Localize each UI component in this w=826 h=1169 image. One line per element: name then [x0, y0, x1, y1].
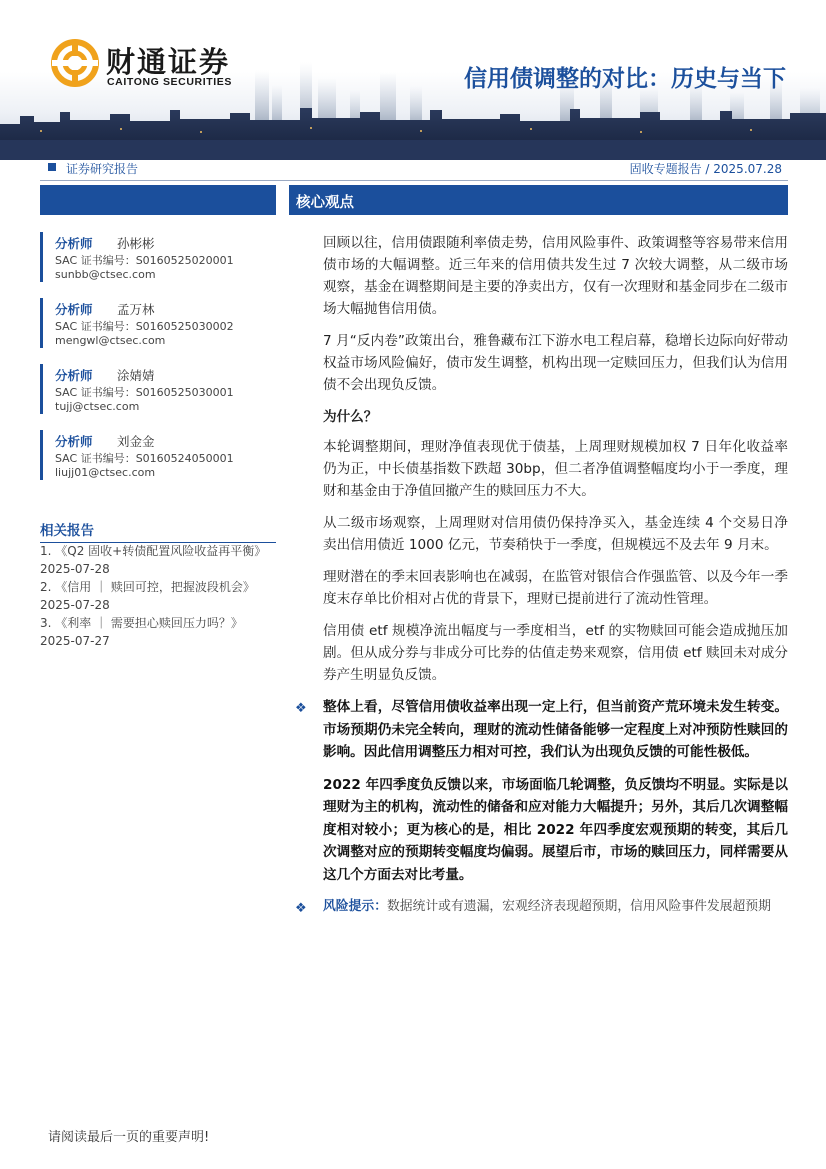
report-type-date: 固收专题报告 / 2025.07.28	[629, 162, 782, 176]
analyst-sac-number: SAC 证书编号：S0160524050001	[55, 452, 234, 465]
related-report-title[interactable]: 3. 《利率 ｜ 需要担心赎回压力吗？》	[40, 616, 243, 630]
related-reports-title: 相关报告	[40, 519, 276, 543]
caitong-logo-icon	[50, 38, 100, 88]
body-paragraph: 回顾以往，信用债跟随利率债走势，信用风险事件、政策调整等容易带来信用债市场的大幅调整。近三年来的信用债共发生过 7 次较大调整，从二级市场观察，基金在调整期间是主要的净卖出方，仅有一次理财和基金同步在二级市场大幅抛售信用债。	[323, 235, 788, 317]
analyst-role: 分析师	[55, 236, 93, 251]
left-column-header-bar	[40, 185, 276, 215]
analyst-email[interactable]: liujj01@ctsec.com	[55, 466, 156, 479]
footer-disclaimer: 请阅读最后一页的重要声明!	[48, 1130, 210, 1145]
diamond-bullet-icon: ❖	[295, 701, 307, 716]
list-item[interactable]	[40, 542, 280, 578]
related-report-date: 2025-07-28	[40, 562, 110, 576]
list-item[interactable]	[40, 578, 280, 614]
key-conclusion-paragraph: 2022 年四季度负反馈以来，市场面临几轮调整，负反馈均不明显。实际是以理财为主的机构，流动性的储备和应对能力大幅提升；另外，其后几次调整幅度相对较小；更为核心的是，相比 2022 年四季度宏观预期的转变，其后几次调整对应的预期转变幅度均偏弱。展望后市，市场的赎回压力，同样需要从这几个方面去对比考量。	[323, 776, 788, 883]
analyst-name: 刘金金	[117, 434, 155, 449]
core-views-content	[295, 232, 788, 917]
analyst-email[interactable]: tujj@ctsec.com	[55, 400, 140, 413]
diamond-bullet-icon: ❖	[295, 901, 307, 916]
analyst-sac-number: SAC 证书编号：S0160525030001	[55, 386, 234, 399]
square-bullet-icon	[48, 163, 56, 171]
logo-chinese-name: 财通证券	[106, 45, 231, 79]
analyst-card	[40, 364, 276, 414]
analyst-role: 分析师	[55, 302, 93, 317]
logo-english-name: CAITONG SECURITIES	[107, 76, 232, 88]
related-report-title[interactable]: 1. 《Q2 固收+转债配置风险收益再平衡》	[40, 544, 267, 558]
body-paragraph: 信用债 etf 规模净流出幅度与一季度相当，etf 的实物赎回可能会造成抛压加剧。但从成分券与非成分可比券的估值走势来观察，信用债 etf 赎回未对成分券产生明显负反馈。	[323, 623, 788, 683]
analyst-sac-number: SAC 证书编号：S0160525030002	[55, 320, 234, 333]
analyst-sac-number: SAC 证书编号：S0160525020001	[55, 254, 234, 267]
core-views-header	[289, 185, 788, 215]
analyst-card	[40, 430, 276, 480]
related-reports-list	[40, 542, 280, 650]
page-header	[0, 0, 826, 160]
related-report-date: 2025-07-27	[40, 634, 110, 648]
report-subheader	[40, 158, 788, 181]
analyst-role: 分析师	[55, 434, 93, 449]
risk-warning	[295, 896, 788, 917]
body-paragraph: 理财潜在的季末回表影响也在减弱，在监管对银信合作强监管、以及今年一季度末存单比价相对占优的背景下，理财已提前进行了流动性管理。	[323, 569, 788, 607]
key-conclusion-block	[295, 696, 788, 764]
document-title: 信用债调整的对比：历史与当下	[464, 66, 786, 92]
related-report-date: 2025-07-28	[40, 598, 110, 612]
list-item[interactable]	[40, 614, 280, 650]
body-paragraph: 从二级市场观察，上周理财对信用债仍保持净买入，基金连续 4 个交易日净卖出信用债近 1000 亿元，节奏稍快于一季度，但规模远不及去年 9 月末。	[323, 515, 788, 553]
analyst-name: 涂婧婧	[117, 368, 155, 383]
analyst-role: 分析师	[55, 368, 93, 383]
related-report-title[interactable]: 2. 《信用 ｜ 赎回可控，把握波段机会》	[40, 580, 255, 594]
risk-label: 风险提示：	[323, 899, 387, 914]
analyst-email[interactable]: sunbb@ctsec.com	[55, 268, 156, 281]
risk-text: 数据统计或有遗漏，宏观经济表现超预期，信用风险事件发展超预期	[386, 899, 771, 914]
report-category-label: 证券研究报告	[66, 162, 139, 176]
question-heading: 为什么？	[323, 409, 378, 425]
analyst-card	[40, 298, 276, 348]
body-paragraph: 本轮调整期间，理财净值表现优于债基，上周理财规模加权 7 日年化收益率仍为正，中长债基指数下跌超 30bp，但二者净值调整幅度均小于一季度，理财和基金由于净值回撤产生的赎回压力不大。	[323, 439, 788, 499]
analyst-name: 孟万林	[117, 302, 155, 317]
analyst-name: 孙彬彬	[117, 236, 155, 251]
core-views-title: 核心观点	[296, 195, 354, 211]
analyst-card	[40, 232, 276, 282]
key-conclusion-text: 整体上看，尽管信用债收益率出现一定上行，但当前资产荒环境未发生转变。市场预期仍未完全转向，理财的流动性储备能够一定程度上对冲预防性赎回的影响。因此信用调整压力相对可控，我们认为出现负反馈的可能性极低。	[323, 699, 788, 760]
company-logo	[50, 38, 250, 98]
body-paragraph: 7 月“反内卷”政策出台，雅鲁藏布江下游水电工程启幕，稳增长边际向好带动权益市场风险偏好，债市发生调整，机构出现一定赎回压力，但我们认为信用债不会出现负反馈。	[323, 333, 788, 393]
analyst-email[interactable]: mengwl@ctsec.com	[55, 334, 166, 347]
